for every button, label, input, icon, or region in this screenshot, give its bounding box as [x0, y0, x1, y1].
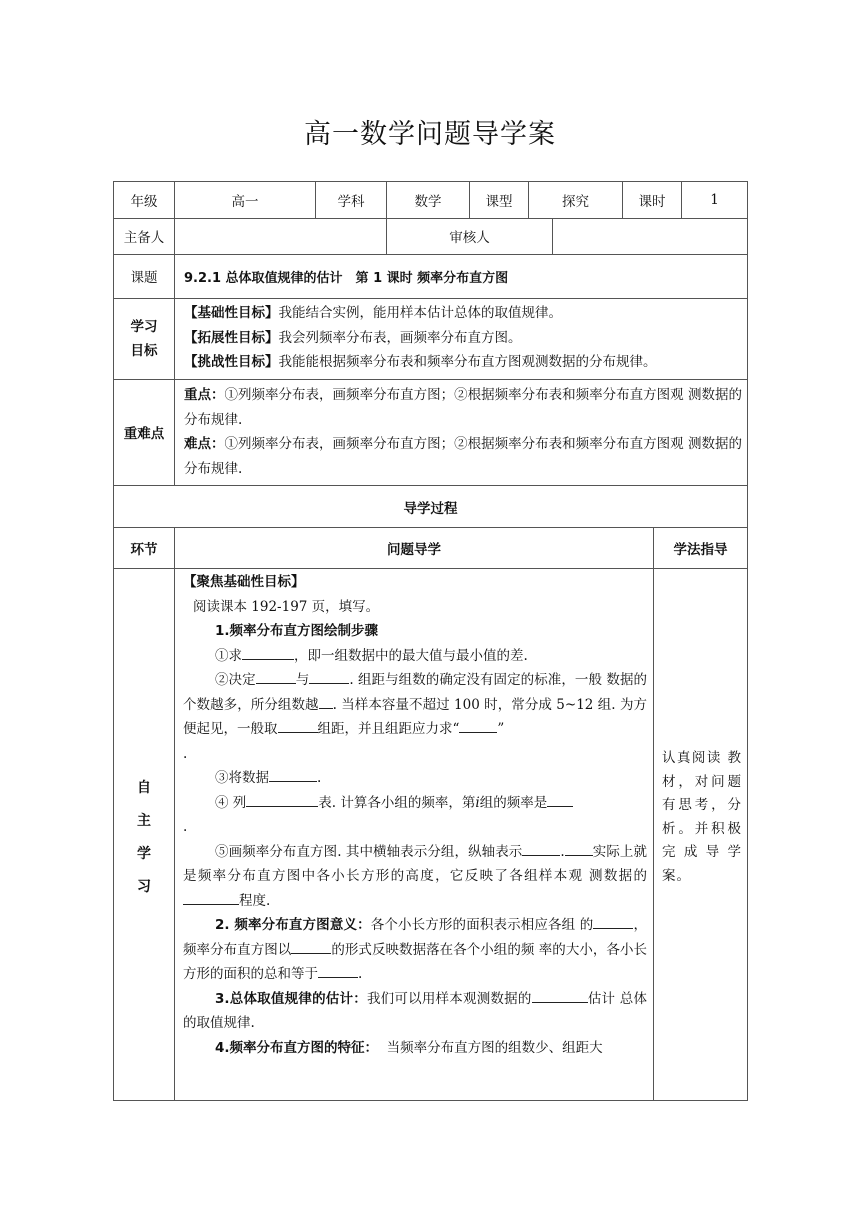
- blank[interactable]: [183, 890, 239, 905]
- study-guide-text: 认真阅读 教材，对问题 有思考，分析。并积极完成导学案。: [662, 750, 742, 884]
- objectives-label-line1: 学习: [130, 318, 158, 335]
- step-b: [183, 668, 647, 766]
- subject-label: 学科: [337, 194, 365, 210]
- step-d-pre: ④ 列: [215, 794, 247, 811]
- blank[interactable]: [242, 645, 294, 660]
- basic-objective-tag: 【基础性目标】: [184, 305, 279, 321]
- self-study-stage-label: [114, 772, 174, 904]
- challenge-objective: [184, 350, 744, 375]
- step-d-end: .: [183, 819, 188, 835]
- blank[interactable]: [459, 718, 497, 733]
- step-d: [183, 791, 647, 840]
- step-e-post: 实际上就是频率分布直方图中各小长方形的高度，它反映了各组样本观 测数据的: [183, 843, 647, 884]
- basic-objective: [184, 301, 744, 326]
- step-b-post3: 组距，并且组距应力求“: [317, 721, 460, 737]
- objectives-label-line2: 目标: [130, 342, 158, 359]
- topic-text: 9.2.1 总体取值规律的估计 第 1 课时 频率分布直方图: [184, 270, 509, 286]
- type-value: 探究: [562, 194, 589, 210]
- blank[interactable]: [256, 669, 296, 684]
- step-b-post2: . 当样本容量不超过 100 时，常分成 5~12 组. 为方便起见，一般取: [183, 696, 647, 737]
- section-2-text-b: ，频率分布直方图以: [183, 917, 647, 958]
- self-study-content: [183, 570, 647, 1060]
- blank[interactable]: [269, 767, 317, 782]
- step-b-post: . 组距与组数的确定没有固定的标准，一般 数据的个数越多，所分组数越: [183, 672, 648, 713]
- step-e: [183, 840, 647, 914]
- challenge-objective-tag: 【挑战性目标】: [184, 354, 279, 370]
- grade-label: 年级: [130, 194, 158, 210]
- blank[interactable]: [309, 669, 349, 684]
- stage-char: 主: [137, 813, 151, 829]
- section-3-text-b: 估计 总体的取值规律.: [183, 990, 648, 1031]
- keypoints-label: 重难点: [123, 426, 165, 442]
- type-label: 课型: [485, 194, 513, 210]
- step-c: [183, 766, 647, 791]
- section-4: [183, 1036, 647, 1061]
- extended-objective-text: 我会列频率分布表，画频率分布直方图。: [278, 329, 522, 346]
- blank[interactable]: [565, 841, 593, 856]
- reviewer-label: 审核人: [449, 230, 490, 246]
- stage-char: 自: [137, 780, 151, 796]
- step-d-mid: 表. 计算各小组的频率，第: [318, 794, 476, 811]
- section-2: [183, 913, 647, 987]
- difficult-point-text: ①列频率分布表，画频率分布直方图；②根据频率分布表和频率分布直方图观 测数据的分布规律.: [184, 436, 742, 477]
- section-2-text-c: 的形式反映数据落在各个小组的频 率的大小，各小长方形的面积的总和等于: [183, 941, 648, 982]
- reading-intro: 阅读课本 192-197 页，填写。: [193, 598, 380, 615]
- step-d-post: 组的频率是: [479, 794, 548, 811]
- objectives-content: [184, 301, 744, 375]
- difficult-point-tag: 难点：: [184, 436, 225, 452]
- step-e-end: 程度.: [239, 892, 271, 909]
- questions-header: 问题导学: [387, 541, 441, 558]
- difficult-point: [184, 432, 742, 481]
- period-value: 1: [710, 192, 719, 208]
- key-point-text: ①列频率分布表，画频率分布直方图；②根据频率分布表和频率分布直方图观 测数据的分布规律.: [184, 387, 742, 428]
- step-a: [183, 644, 647, 669]
- key-point: [184, 383, 742, 432]
- blank[interactable]: [593, 914, 633, 929]
- section-2-text-a: 各个小长方形的面积表示相应各组 的: [370, 917, 594, 933]
- step-c-post: .: [317, 770, 322, 786]
- key-point-tag: 重点：: [184, 387, 225, 403]
- section-3-text-a: 我们可以用样本观测数据的: [366, 990, 532, 1007]
- focus-tag: 【聚焦基础性目标】: [183, 574, 305, 590]
- grade-value: 高一: [231, 194, 259, 210]
- step-d-i: i: [475, 794, 480, 811]
- extended-objective-tag: 【拓展性目标】: [184, 329, 279, 346]
- main-preparer-value: [175, 218, 386, 254]
- stage-header: 环节: [130, 541, 158, 558]
- section-1-title: 1.频率分布直方图绘制步骤: [215, 623, 379, 639]
- step-b-pre: ②决定: [215, 672, 256, 688]
- step-a-pre: ①求: [215, 647, 242, 664]
- blank[interactable]: [532, 988, 588, 1003]
- extended-objective: [184, 326, 744, 351]
- challenge-objective-text: 我能能根据频率分布表和频率分布直方图观测数据的分布规律。: [278, 354, 657, 370]
- section-2-title: 2. 频率分布直方图意义：: [215, 917, 371, 933]
- basic-objective-text: 我能结合实例，能用样本估计总体的取值规律。: [278, 305, 562, 321]
- section-3: [183, 987, 647, 1036]
- blank[interactable]: [318, 963, 358, 978]
- process-title: 导学过程: [403, 500, 458, 517]
- blank[interactable]: [319, 694, 333, 709]
- document-title: 高一数学问题导学案: [304, 119, 556, 150]
- keypoints-content: [184, 383, 742, 481]
- step-e-mid: .: [560, 843, 565, 860]
- section-2-text-d: .: [358, 966, 363, 982]
- main-preparer-label: 主备人: [123, 230, 165, 246]
- topic-label: 课题: [130, 270, 158, 286]
- blank[interactable]: [547, 792, 573, 807]
- guide-header: 学法指导: [673, 541, 728, 558]
- section-4-title: 4.频率分布直方图的特征：: [215, 1039, 379, 1056]
- objectives-label: [114, 298, 174, 379]
- period-label: 课时: [638, 194, 666, 210]
- step-b-mid: 与: [295, 672, 310, 688]
- section-3-title: 3.总体取值规律的估计：: [215, 990, 367, 1007]
- blank[interactable]: [246, 792, 318, 807]
- stage-char: 学: [137, 846, 151, 862]
- step-b-post4: ”: [497, 721, 505, 737]
- step-a-post: ，即一组数据中的最大值与最小值的差.: [294, 647, 528, 664]
- step-c-pre: ③将数据: [215, 770, 269, 786]
- lesson-plan-table: [113, 181, 748, 1101]
- step-b-end: .: [183, 745, 188, 762]
- section-4-text: 当频率分布直方图的组数少、组距大: [386, 1039, 603, 1056]
- stage-char: 习: [137, 879, 151, 895]
- subject-value: 数学: [414, 194, 442, 210]
- blank[interactable]: [291, 939, 331, 954]
- blank[interactable]: [522, 841, 560, 856]
- step-e-pre: ⑤画频率分布直方图. 其中横轴表示分组，纵轴表示: [215, 843, 523, 860]
- blank[interactable]: [278, 718, 318, 733]
- reviewer-value: [553, 218, 747, 254]
